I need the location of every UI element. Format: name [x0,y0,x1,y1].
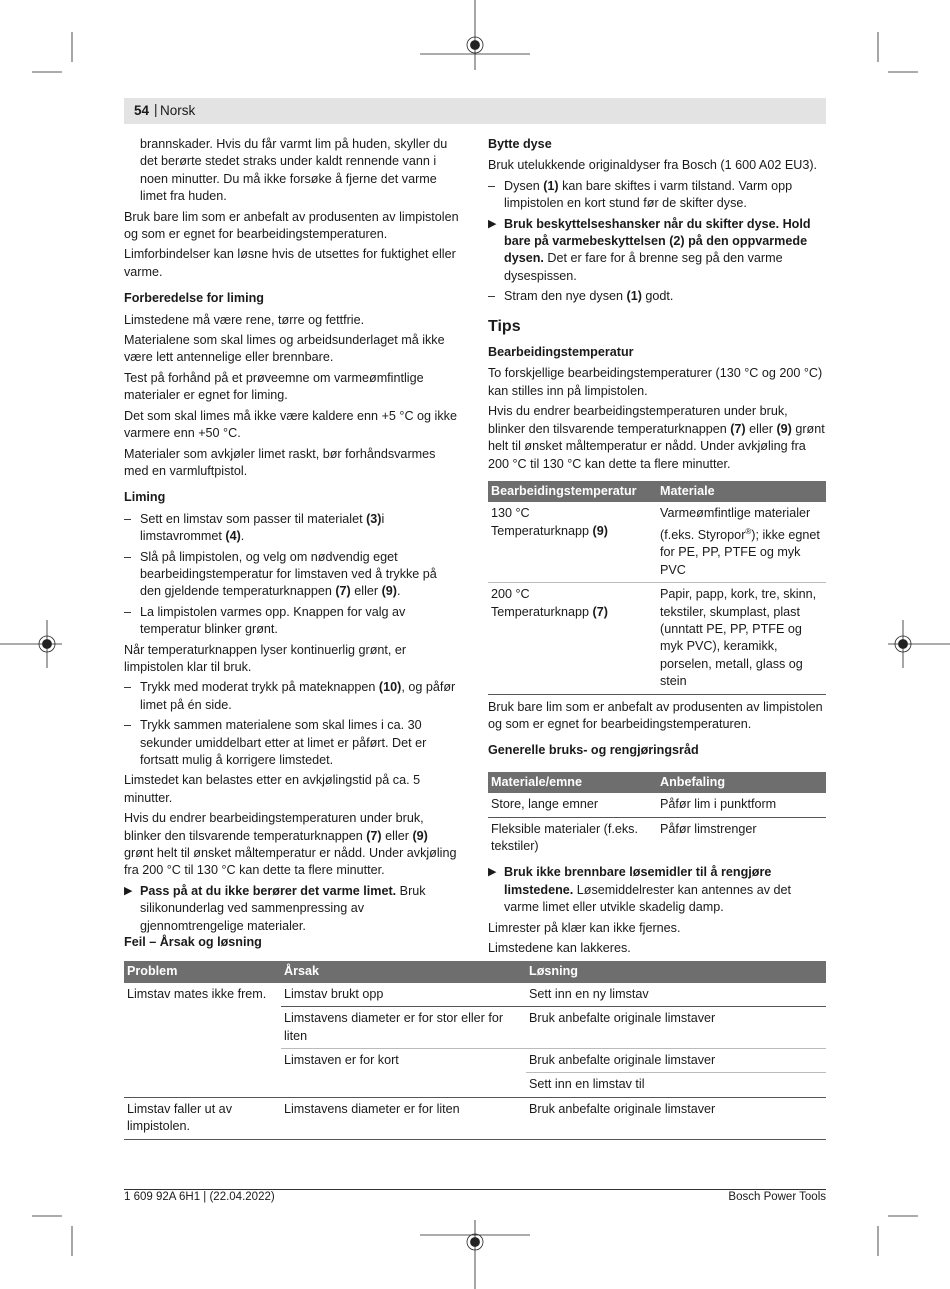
table-header: Materiale [657,481,826,502]
table-row: Limstav faller ut av limpistolen. Limstavens diameter er for liten Bruk anbefalte originale limstaver [124,1097,826,1139]
footer-doc-number: 1 609 92A 6H1 | (22.04.2022) [124,1191,275,1203]
footer-brand: Bosch Power Tools [728,1191,826,1203]
paragraph: Bruk bare lim som er anbefalt av produsenten av limpistolen og som er egnet for bearbeidingstemperaturen. [488,699,823,731]
paragraph: brannskader. Hvis du får varmt lim på huden, skyller du det berørte stedet straks under kaldt rennende vann i noen minutter. Du må ikke forsøke å fjerne det varme limet fra huden. [140,137,448,204]
table-header: Materiale/emne [488,772,657,793]
table-header: Løsning [526,961,826,982]
warning-item: ▶ Bruk beskyttelseshansker når du skifter dyse. Hold bare på varmebeskyttelsen (2) på den oppvarmede dysen. Det er fare for å brenne seg på den varme dysespissen. [488,216,811,283]
paragraph: Limforbindelser kan løsne hvis de utsettes for fuktighet eller varme. [124,247,456,279]
warning-item: ▶ Bruk ikke brennbare løsemidler til å rengjøre limstedene. Løsemiddelrester kan antennes av det varme limet eller utvikle skadelig damp. [488,865,792,915]
fault-section [124,934,826,1140]
table-header: Problem [124,961,281,982]
list-item: – La limpistolen varmes opp. Knappen for valg av temperatur blinker grønt. [124,604,406,637]
arrow-icon: ▶ [488,866,497,879]
table-row: Fleksible materialer (f.eks. tekstiler) Påfør limstrenger [491,821,757,853]
general-advice-table [488,772,826,859]
section-heading: Bytte dyse [488,137,552,151]
paragraph: Limrester på klær kan ikke fjernes. [488,920,681,935]
table-header: Årsak [281,961,526,982]
list-item: – Dysen (1) kan bare skiftes i varm tilstand. Varm opp limpistolen en kort stund før de skifter dyse. [488,178,793,211]
temperature-table [488,481,826,695]
page-header [124,98,826,124]
paragraph: Når temperaturknappen lyser kontinuerlig grønt, er limpistolen klar til bruk. [124,642,407,674]
paragraph: Limstedene kan lakkeres. [488,941,631,956]
table-header: Bearbeidingstemperatur [488,481,657,502]
table-row: Sett inn en limstav til [124,1073,826,1097]
paragraph: Bruk bare lim som er anbefalt av produsenten av limpistolen og som er egnet for bearbeidingstemperaturen. [124,209,459,242]
warning-item: ▶ Pass på at du ikke berører det varme limet. Bruk silikonunderlag ved sammenpressing av gjennomtrengelige materialer. [124,883,426,933]
paragraph: Materialene som skal limes og arbeidsunderlaget må ikke være lett antennelige eller brennbare. [124,333,445,365]
table-row: Limstaven er for kort Bruk anbefalte originale limstaver [124,1049,826,1073]
paragraph: Limstedet kan belastes etter en avkjølingstid på ca. 5 minutter. [124,773,421,805]
arrow-icon: ▶ [124,884,133,897]
table-row: Store, lange emner Påfør lim i punktform [488,793,826,817]
right-column [488,136,826,960]
footer-divider [124,1189,826,1190]
fault-table [124,961,826,1139]
paragraph: To forskjellige bearbeidingstemperaturer (130 °C og 200 °C) kan stilles inn på limpistolen. [488,366,823,398]
section-heading: Forberedelse for liming [124,291,264,306]
table-row: 130 °C Temperaturknapp (9) Varmeømfintlige materialer (f.eks. Styropor®); ikke egnet for PE, PP, PTFE og myk PVC [488,502,826,582]
table-row: 200 °C Temperaturknapp (7) Papir, papp, kork, tre, skinn, tekstiler, skumplast, plast (unntatt PE, PP, PTFE og myk PVC), keramikk, porselen, metall, glass og stein [488,583,826,694]
paragraph: Hvis du endrer bearbeidingstemperaturen under bruk, blinker den tilsvarende temperaturknappen (7) eller (9) grønt helt til ønsket måltemperatur er nådd. Under avkjøling fra 200 °C til 130 °C kan dette ta flere minutter. [488,404,825,471]
section-heading: Liming [124,490,166,505]
table-header: Anbefaling [657,772,826,793]
header-language: Norsk [160,103,196,118]
list-item: – Trykk med moderat trykk på mateknappen (10), og påfør limet på én side. [124,680,456,712]
paragraph: Test på forhånd på et prøveemne om varmeømfintlige materialer er egnet for liming. [124,370,424,403]
section-title: Tips [488,317,521,335]
table-row: Limstav mates ikke frem. Limstav brukt opp Sett inn en ny limstav [124,983,826,1007]
paragraph: Materialer som avkjøler limet raskt, bør forhåndsvarmes med en varmluftpistol. [124,446,436,478]
list-item: – Slå på limpistolen, og velg om nødvendig eget bearbeidingstemperatur for limstaven ved å trykke på den gjeldende temperaturknappen (7) eller (9). [124,549,437,599]
section-heading: Generelle bruks- og rengjøringsråd [488,743,699,758]
page-number: 54 [134,103,150,118]
section-heading: Bearbeidingstemperatur [488,345,634,360]
arrow-icon: ▶ [488,217,497,230]
paragraph: Limstedene må være rene, tørre og fettfrie. [124,312,365,327]
list-item: – Sett en limstav som passer til materialet (3)i limstavrommet (4). [124,511,385,544]
paragraph: Det som skal limes må ikke være kaldere enn +5 °C og ikke varmere enn +50 °C. [124,408,457,441]
left-column [124,136,460,938]
header-separator: | [154,102,158,117]
table-row: Limstavens diameter er for stor eller for liten Bruk anbefalte originale limstaver [124,1007,826,1049]
list-item: – Stram den nye dysen (1) godt. [488,289,674,304]
section-heading: Feil – Årsak og løsning [124,935,262,949]
list-item: – Trykk sammen materialene som skal limes i ca. 30 sekunder umiddelbart etter at limet er påført. Det er fortsatt mulig å korrigere limstedet. [124,718,427,767]
paragraph: Bruk utelukkende originaldyser fra Bosch (1 600 A02 EU3). [488,158,818,173]
paragraph: Hvis du endrer bearbeidingstemperaturen under bruk, blinker den tilsvarende temperaturknappen (7) eller (9) grønt helt til ønsket måltemperatur er nådd. Under avkjøling fra 200 °C til 130 °C kan dette ta flere minutter. [124,811,457,878]
